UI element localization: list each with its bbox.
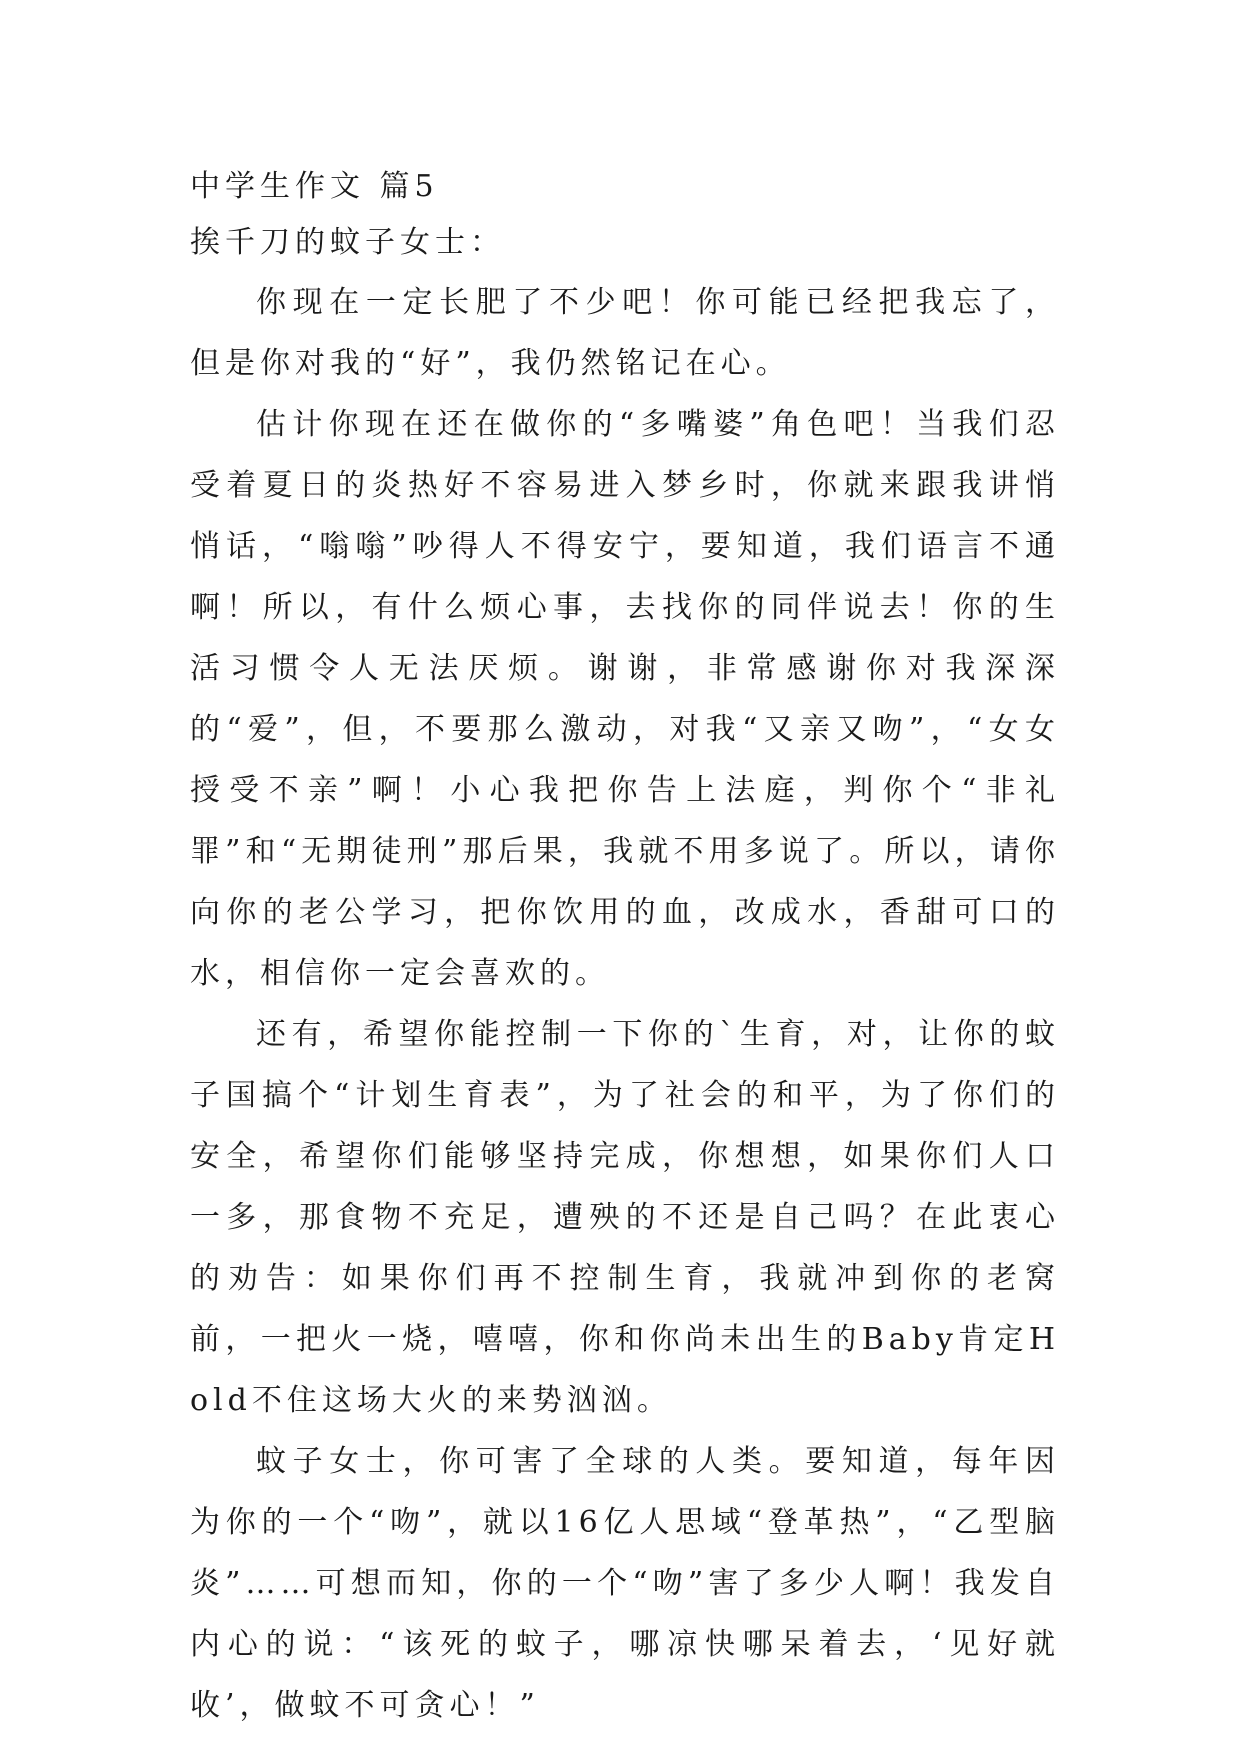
essay-heading: 中学生作文 篇5 bbox=[190, 169, 439, 204]
letter-greeting: 挨千刀的蚊子女士： bbox=[190, 225, 505, 260]
paragraph-3: 还有，希望你能控制一下你的`生育，对，让你的蚊子国搞个“计划生育表”，为了社会的和平，为了你们的安全，希望你们能够坚持完成，你想想，如果你们人口一多，那食物不充足，遭殃的不还是自己吗？在此衷心的劝告：如果你们再不控制生育，我就冲到你的老窝前，一把火一烧，嘻嘻，你和你尚未出生的Baby肯定Hold不住这场大火的来势汹汹。 bbox=[190, 1017, 1060, 1418]
paragraph-4: 蚊子女士，你可害了全球的人类。要知道，每年因为你的一个“吻”，就以16亿人思域“登革热”，“乙型脑炎”……可想而知，你的一个“吻”害了多少人啊！我发自内心的说：“该死的蚊子，哪凉快哪呆着去，‘见好就收’，做蚊不可贪心！” bbox=[190, 1444, 1060, 1723]
essay-body bbox=[190, 160, 1060, 1736]
paragraph-2: 估计你现在还在做你的“多嘴婆”角色吧！当我们忍受着夏日的炎热好不容易进入梦乡时，你就来跟我讲悄悄话，“嗡嗡”吵得人不得安宁，要知道，我们语言不通啊！所以，有什么烦心事，去找你的同伴说去！你的生活习惯令人无法厌烦。谢谢，非常感谢你对我深深的“爱”，但，不要那么激动，对我“又亲又吻”，“女女授受不亲”啊！小心我把你告上法庭，判你个“非礼罪”和“无期徒刑”那后果，我就不用多说了。所以，请你向你的老公学习，把你饮用的血，改成水，香甜可口的水，相信你一定会喜欢的。 bbox=[190, 407, 1060, 991]
paragraph-1: 你现在一定长肥了不少吧！你可能已经把我忘了，但是你对我的“好”，我仍然铭记在心。 bbox=[190, 285, 1060, 381]
